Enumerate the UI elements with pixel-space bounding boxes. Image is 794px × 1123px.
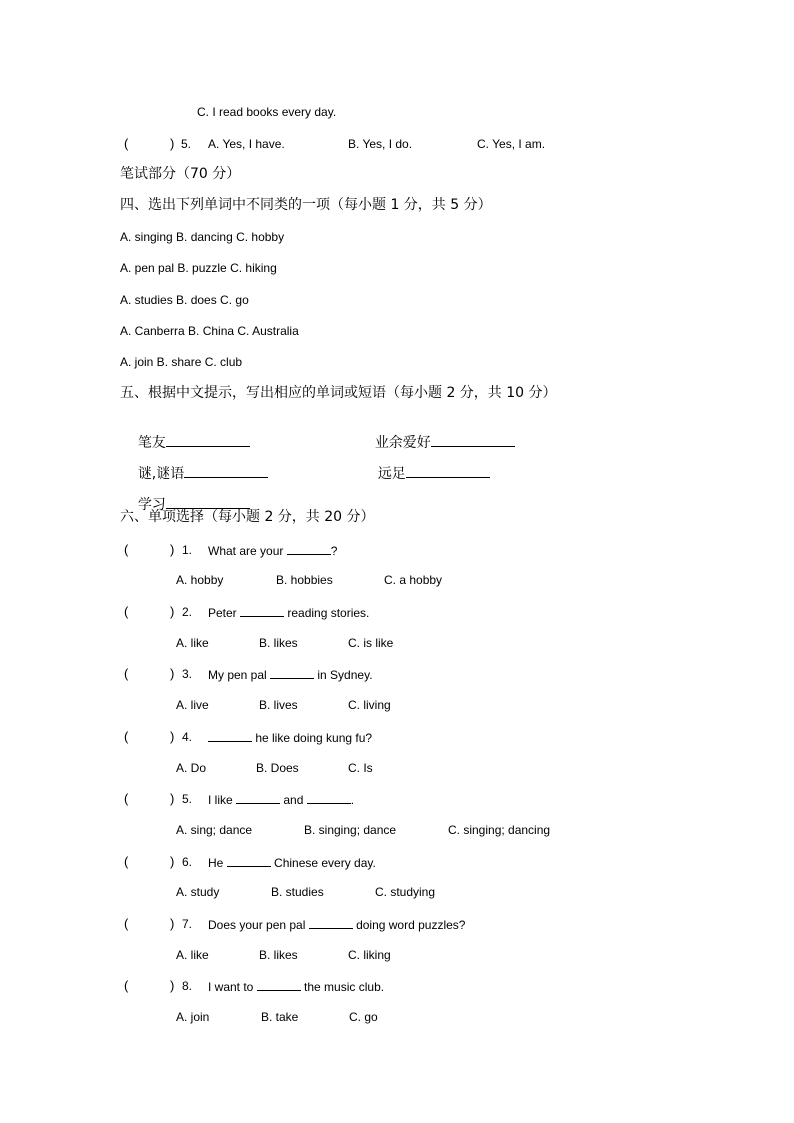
fill-item-label: 业余爱好 (374, 435, 431, 451)
stem-text: and (280, 793, 307, 807)
answer-paren-open: ( (124, 542, 129, 557)
answer-blank[interactable] (309, 916, 353, 929)
option-a: A. Do (176, 761, 207, 775)
question-number: 5. (182, 792, 193, 806)
section-4-item: A. pen pal B. puzzle C. hiking (120, 261, 277, 275)
answer-paren-close: ) (170, 978, 175, 993)
question-number: 5. (181, 137, 192, 151)
answer-blank[interactable] (227, 854, 271, 867)
fill-item-label: 谜,谜语 (137, 466, 185, 482)
stem-text: ? (330, 544, 338, 558)
section-4-item: A. studies B. does C. go (120, 293, 249, 307)
question-stem (208, 604, 369, 621)
section-5-title: 五、根据中文提示，写出相应的单词或短语（每小题 2 分，共 10 分） (120, 385, 557, 401)
answer-paren-open: ( (124, 729, 129, 744)
answer-paren-close: ) (170, 542, 175, 557)
answer-paren-open: ( (124, 791, 129, 806)
option-a: A. live (176, 698, 209, 712)
answer-paren-close: ) (170, 604, 175, 619)
question-stem (208, 854, 376, 871)
answer-paren-close: ) (170, 854, 175, 869)
option-b: B. studies (271, 885, 324, 899)
answer-blank[interactable] (307, 791, 351, 804)
answer-paren-open: ( (124, 978, 129, 993)
option-b: B. Does (256, 761, 299, 775)
option-c: C. is like (348, 636, 394, 650)
option-b: B. singing; dance (304, 823, 397, 837)
stem-text: I like (208, 793, 237, 807)
stem-text: He (208, 856, 227, 870)
option-c: C. living (348, 698, 391, 712)
answer-blank[interactable] (287, 542, 331, 555)
answer-paren-open: ( (124, 854, 129, 869)
question-number: 8. (182, 979, 193, 993)
fill-item-label: 笔友 (137, 435, 166, 451)
option-c: C. studying (375, 885, 436, 899)
answer-paren-close: ) (170, 136, 175, 151)
option-b: B. hobbies (276, 573, 333, 587)
answer-paren-open: ( (124, 916, 129, 931)
question-number: 2. (182, 605, 193, 619)
answer-paren-close: ) (170, 729, 175, 744)
stem-text: reading stories. (284, 606, 370, 620)
answer-paren-open: ( (124, 604, 129, 619)
option-b: B. take (261, 1010, 299, 1024)
answer-blank[interactable] (431, 434, 515, 447)
question-stem (208, 666, 373, 683)
answer-paren-close: ) (170, 916, 175, 931)
option-c: C. Is (348, 761, 373, 775)
answer-blank[interactable] (166, 434, 250, 447)
answer-blank[interactable] (236, 791, 280, 804)
option-b: B. Yes, I do. (348, 137, 413, 151)
fill-item-label: 学习 (137, 497, 166, 513)
option-c: C. singing; dancing (448, 823, 551, 837)
question-number: 4. (182, 730, 193, 744)
question-number: 6. (182, 855, 193, 869)
stem-text: Peter (208, 606, 241, 620)
option-b: B. likes (259, 636, 298, 650)
written-part-heading: 笔试部分（70 分） (120, 166, 241, 182)
answer-blank[interactable] (406, 465, 490, 478)
question-stem (208, 729, 372, 746)
stem-text: Chinese every day. (270, 856, 376, 870)
answer-paren-open: ( (124, 136, 129, 151)
stem-text: he like doing kung fu? (252, 731, 373, 745)
option-a: A. study (176, 885, 220, 899)
question-stem (208, 791, 354, 808)
section-6-title: 六、单项选择（每小题 2 分，共 20 分） (120, 509, 375, 525)
option-c: C. Yes, I am. (477, 137, 546, 151)
answer-paren-open: ( (124, 666, 129, 681)
answer-blank[interactable] (240, 604, 284, 617)
answer-paren-close: ) (170, 791, 175, 806)
answer-paren-close: ) (170, 666, 175, 681)
stem-text: in Sydney. (314, 668, 373, 682)
answer-blank[interactable] (184, 465, 268, 478)
question-stem (208, 978, 384, 995)
question-number: 3. (182, 667, 193, 681)
option-a: A. like (176, 636, 209, 650)
fill-item-hiking (360, 447, 490, 501)
question-number: 1. (182, 543, 193, 557)
option-a: A. Yes, I have. (208, 137, 285, 151)
prev-question-option-c: C. I read books every day. (197, 105, 337, 119)
stem-text: Does your pen pal (208, 918, 309, 932)
stem-text: the music club. (300, 980, 385, 994)
stem-text: What are your (208, 544, 287, 558)
question-number: 7. (182, 917, 193, 931)
answer-blank[interactable] (270, 666, 314, 679)
question-stem (208, 916, 465, 933)
option-a: A. sing; dance (176, 823, 253, 837)
option-c: C. a hobby (384, 573, 443, 587)
answer-blank[interactable] (257, 978, 301, 991)
option-c: C. go (349, 1010, 378, 1024)
option-a: A. hobby (176, 573, 224, 587)
section-4-title: 四、选出下列单词中不同类的一项（每小题 1 分，共 5 分） (120, 197, 492, 213)
section-4-item: A. join B. share C. club (120, 355, 243, 369)
option-b: B. lives (259, 698, 298, 712)
option-b: B. likes (259, 948, 298, 962)
answer-blank[interactable] (208, 729, 252, 742)
section-4-item: A. singing B. dancing C. hobby (120, 230, 285, 244)
question-stem (208, 542, 337, 559)
stem-text: My pen pal (208, 668, 271, 682)
option-a: A. join (176, 1010, 210, 1024)
stem-text: . (350, 793, 355, 807)
section-4-item: A. Canberra B. China C. Australia (120, 324, 299, 338)
option-a: A. like (176, 948, 209, 962)
stem-text: I want to (208, 980, 257, 994)
option-c: C. liking (348, 948, 391, 962)
stem-text: doing word puzzles? (352, 918, 466, 932)
fill-item-label: 远足 (377, 466, 406, 482)
